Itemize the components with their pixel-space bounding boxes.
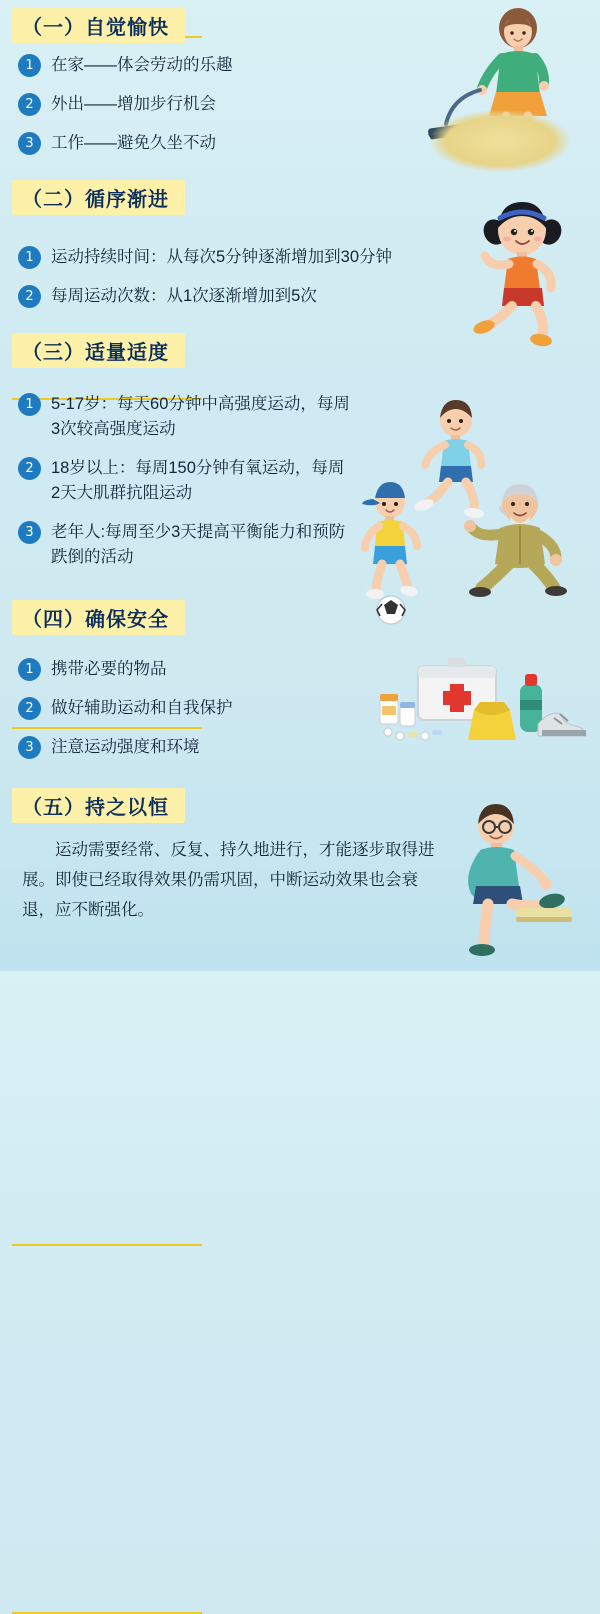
section-heading-2-text: （二）循序渐进 <box>22 189 169 211</box>
item-text: 5-17岁：每天60分钟中高强度运动，每周3次较高强度运动 <box>51 395 350 438</box>
item-number: 3 <box>18 132 41 155</box>
item-number: 1 <box>18 246 41 269</box>
item-text: 18岁以上：每周150分钟有氧运动，每周2天大肌群抗阻运动 <box>51 459 345 502</box>
item-number: 1 <box>18 54 41 77</box>
item-text: 做好辅助运动和自我保护 <box>51 699 233 717</box>
item-text: 工作——避免久坐不动 <box>51 134 216 152</box>
item-number: 2 <box>18 457 41 480</box>
item-text: 在家——体会劳动的乐趣 <box>51 56 233 74</box>
item-number: 2 <box>18 93 41 116</box>
man-stretching-icon <box>420 800 580 965</box>
man-stretching-illustration <box>420 800 580 965</box>
section-heading-5-text: （五）持之以恒 <box>22 797 169 819</box>
item-text: 老年人:每周至少3天提高平衡能力和预防跌倒的活动 <box>51 523 346 566</box>
heading-rule-4 <box>12 1244 202 1246</box>
section-heading-3-text: （三）适量适度 <box>22 342 169 364</box>
section-heading-1 <box>12 8 185 43</box>
item-number: 2 <box>18 285 41 308</box>
section-5-paragraph: 运动需要经常、反复、持久地进行，才能逐步取得进展。即使已经取得效果仍需巩固，中断运动效果也会衰退，应不断强化。 <box>22 841 435 919</box>
item-number: 1 <box>18 393 41 416</box>
item-number: 3 <box>18 736 41 759</box>
item-number: 2 <box>18 697 41 720</box>
section-heading-1-text: （一）自觉愉快 <box>22 17 169 39</box>
section-heading-4 <box>12 600 185 635</box>
first-aid-kit-icon <box>370 648 590 778</box>
section-heading-3 <box>12 333 185 368</box>
item-number: 3 <box>18 521 41 544</box>
item-text: 运动持续时间：从每次5分钟逐渐增加到30分钟 <box>51 248 393 266</box>
item-number: 1 <box>18 658 41 681</box>
section-heading-4-text: （四）确保安全 <box>22 609 169 631</box>
woman-vacuuming-illustration <box>422 2 582 182</box>
first-aid-kit-and-gear-illustration <box>370 648 590 778</box>
item-text: 每周运动次数：从1次逐渐增加到5次 <box>51 287 317 305</box>
section-heading-5 <box>12 788 185 823</box>
section-heading-2 <box>12 180 185 215</box>
item-text: 注意运动强度和环境 <box>51 738 200 756</box>
item-text: 携带必要的物品 <box>51 660 167 678</box>
item-text: 外出——增加步行机会 <box>51 95 216 113</box>
